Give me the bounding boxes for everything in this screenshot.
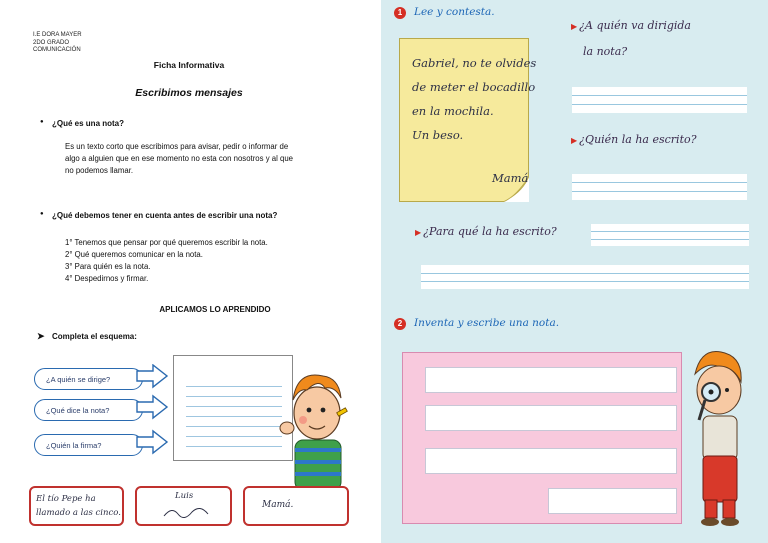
answer-lines-2[interactable]: [572, 174, 747, 200]
pill-what-says: ¿Qué dice la nota?: [34, 399, 143, 421]
blank-note-paper: [173, 355, 293, 461]
step-item: 2° Qué queremos comunicar en la nota.: [65, 250, 203, 259]
question-who-addressed-cont: la nota?: [583, 45, 628, 58]
triangle-bullet-icon: ▶: [415, 228, 422, 237]
steps-list: [65, 237, 360, 285]
answer-box-signature: [135, 486, 232, 526]
note-line: Un beso.: [412, 128, 464, 142]
complete-label: Completa el esquema:: [52, 332, 137, 341]
box-signature-name: Luis: [175, 491, 194, 501]
step-item: 1° Tenemos que pensar por qué queremos escribir la nota.: [65, 238, 268, 247]
pill-who-signs: ¿Quién la firma?: [34, 434, 143, 456]
arrow-icons: [135, 364, 175, 464]
box-sender-name: Mamá.: [262, 500, 294, 510]
document-title: Ficha Informativa: [153, 60, 225, 70]
arrow-icon: [137, 431, 167, 453]
yellow-note: [399, 38, 537, 202]
school-subject: COMUNICACIÓN: [33, 47, 81, 53]
exercise-1-number: 1: [394, 7, 406, 19]
school-name: I.E DORA MAYER: [33, 32, 82, 38]
note-line: en la mochila.: [412, 104, 494, 118]
boy-magnifier-illustration: [677, 340, 757, 530]
exercise-2-number: 2: [394, 318, 406, 330]
complete-instruction: [37, 331, 137, 341]
note-text: [412, 51, 536, 147]
note-signature: Mamá: [492, 171, 529, 185]
note-line: de meter el bocadillo: [412, 80, 536, 94]
definition-line: algo a alguien que en ese momento no esta con nosotros y al que: [65, 154, 293, 163]
school-grade: 2DO GRADO: [33, 39, 70, 46]
definition-line: Es un texto corto que escribimos para avisar, pedir o informar de: [65, 142, 289, 151]
schema-exercise: [27, 344, 367, 534]
writing-line[interactable]: [425, 448, 677, 474]
note-line: Gabriel, no te olvides: [412, 56, 537, 70]
writing-line[interactable]: [425, 367, 677, 393]
answer-lines-1[interactable]: [572, 87, 747, 113]
answer-lines-3a[interactable]: [591, 224, 749, 246]
arrow-bullet-icon: ➤: [37, 331, 45, 341]
box-message-line: El tío Pepe ha: [36, 494, 96, 504]
definition-line: no podemos llamar.: [65, 166, 134, 175]
definition-paragraph: [65, 141, 360, 177]
step-item: 3° Para quién es la nota.: [65, 262, 151, 271]
arrow-icon: [137, 396, 167, 418]
document-subtitle: Escribimos mensajes: [135, 87, 243, 99]
signature-scribble-icon: [162, 504, 212, 522]
worksheet-document: [0, 0, 378, 543]
school-header: [33, 32, 82, 55]
box-message-line: llamado a las cinco.: [36, 508, 121, 518]
answer-lines-3b[interactable]: [421, 265, 749, 289]
writing-line[interactable]: [425, 405, 677, 431]
question-what-is-note: ● ¿Qué es una nota?: [52, 119, 124, 128]
pill-who-addressed: ¿A quién se dirige?: [34, 368, 143, 390]
question-who-addressed: ▶ ¿A quién va dirigida: [571, 19, 691, 32]
answer-box-message: [29, 486, 124, 526]
apply-heading: APLICAMOS LO APRENDIDO: [159, 305, 271, 314]
answer-box-sender: [243, 486, 349, 526]
triangle-bullet-icon: ▶: [571, 22, 578, 31]
step-item: 4° Despedirnos y firmar.: [65, 274, 149, 283]
workbook-page: [381, 0, 768, 543]
question-who-wrote: ▶ ¿Quién la ha escrito?: [571, 133, 697, 146]
writing-line-signature[interactable]: [548, 488, 677, 514]
boy-illustration: [279, 350, 365, 490]
arrow-icon: [137, 365, 167, 387]
exercise-2-instruction: Inventa y escribe una nota.: [414, 317, 560, 329]
exercise-1-instruction: Lee y contesta.: [414, 6, 495, 18]
question-before-writing: ● ¿Qué debemos tener en cuenta antes de escribir una nota?: [52, 211, 277, 220]
question-why-wrote: ▶ ¿Para qué la ha escrito?: [415, 225, 557, 238]
pink-writing-paper: [402, 352, 682, 524]
triangle-bullet-icon: ▶: [571, 136, 578, 145]
